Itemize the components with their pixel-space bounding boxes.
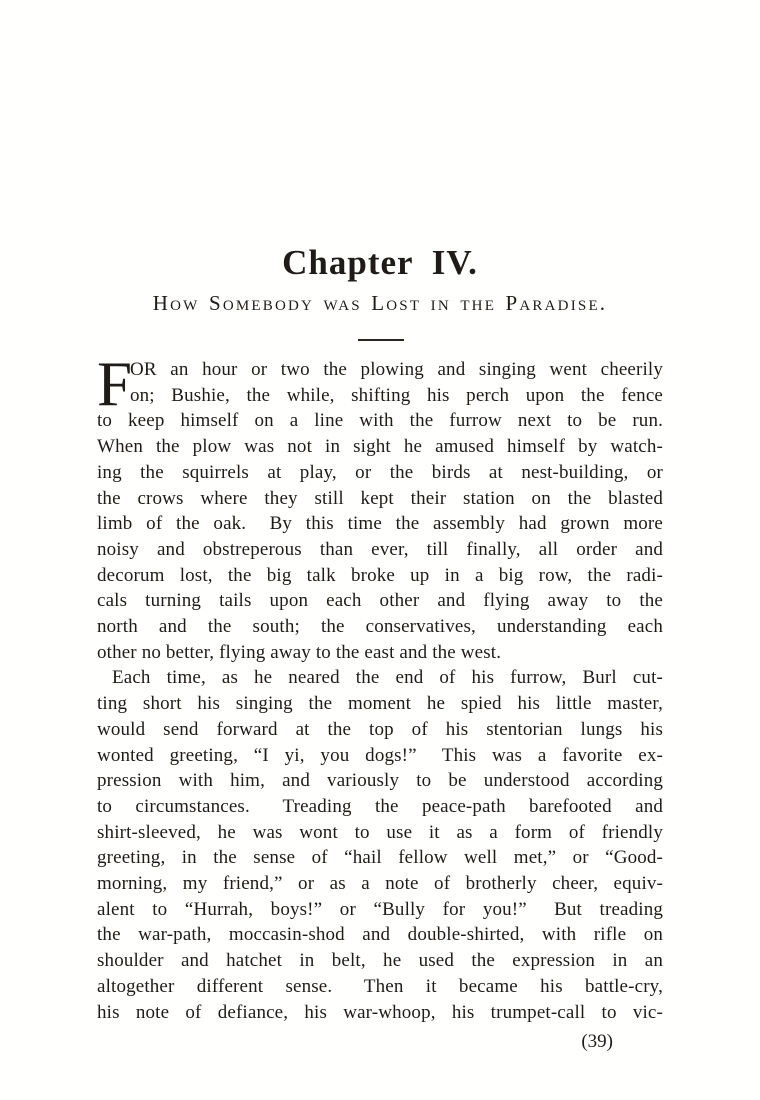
- chapter-title: Chapter IV.: [282, 243, 478, 282]
- paragraph: [97, 349, 663, 665]
- text-line: Each time, as he neared the end of his furrow, Burl cut-: [112, 667, 663, 689]
- text-line: noisy and obstreperous than ever, till finally, all order and: [97, 538, 663, 560]
- text-line: cals turning tails upon each other and flying away to the: [97, 590, 663, 612]
- text-line: on; Bushie, the while, shifting his perch upon the fence: [130, 384, 663, 406]
- text-line: morning, my friend,” or as a note of brotherly cheer, equiv-: [97, 873, 663, 895]
- text-line: north and the south; the conservatives, understanding each: [97, 616, 663, 638]
- text-line: greeting, in the sense of “hail fellow well met,” or “Good-: [97, 847, 663, 869]
- text-line: limb of the oak. By this time the assembly had grown more: [97, 513, 663, 535]
- text-line: his note of defiance, his war-whoop, his trumpet-call to vic-: [97, 1001, 663, 1023]
- text-line: shirt-sleeved, he was wont to use it as a form of friendly: [97, 821, 663, 843]
- text-line: pression with him, and variously to be understood according: [97, 770, 663, 792]
- text-line: to circumstances. Treading the peace-path barefooted and: [97, 795, 663, 817]
- page-number: (39): [581, 1031, 613, 1052]
- text-line: ing the squirrels at play, or the birds at nest-building, or: [97, 461, 663, 483]
- text-line: would send forward at the top of his stentorian lungs his: [97, 718, 663, 740]
- text-line: altogether different sense. Then it became his battle-cry,: [97, 975, 663, 997]
- chapter-subtitle: How Somebody was Lost in the Paradise.: [152, 291, 608, 315]
- section-divider: [358, 339, 404, 341]
- text-line: the crows where they still kept their station on the blasted: [97, 487, 663, 509]
- paragraph: [97, 665, 663, 1025]
- drop-cap: F: [97, 349, 133, 419]
- body-text: [97, 349, 663, 1025]
- text-line: wonted greeting, “I yi, you dogs!” This was a favorite ex-: [97, 744, 663, 766]
- text-line: When the plow was not in sight he amused himself by watch-: [97, 436, 663, 458]
- text-line: other no better, flying away to the east and the west.: [97, 641, 502, 663]
- text-line: ting short his singing the moment he spied his little master,: [97, 693, 663, 715]
- text-line: OR an hour or two the plowing and singing went cheerily: [130, 359, 663, 380]
- text-line: shoulder and hatchet in belt, he used the expression in an: [97, 950, 663, 972]
- text-line: alent to “Hurrah, boys!” or “Bully for you!” But treading: [97, 898, 663, 920]
- text-line: the war-path, moccasin-shod and double-shirted, with rifle on: [97, 924, 663, 946]
- text-line: to keep himself on a line with the furrow next to be run.: [97, 410, 663, 432]
- text-line: decorum lost, the big talk broke up in a big row, the radi-: [97, 564, 663, 586]
